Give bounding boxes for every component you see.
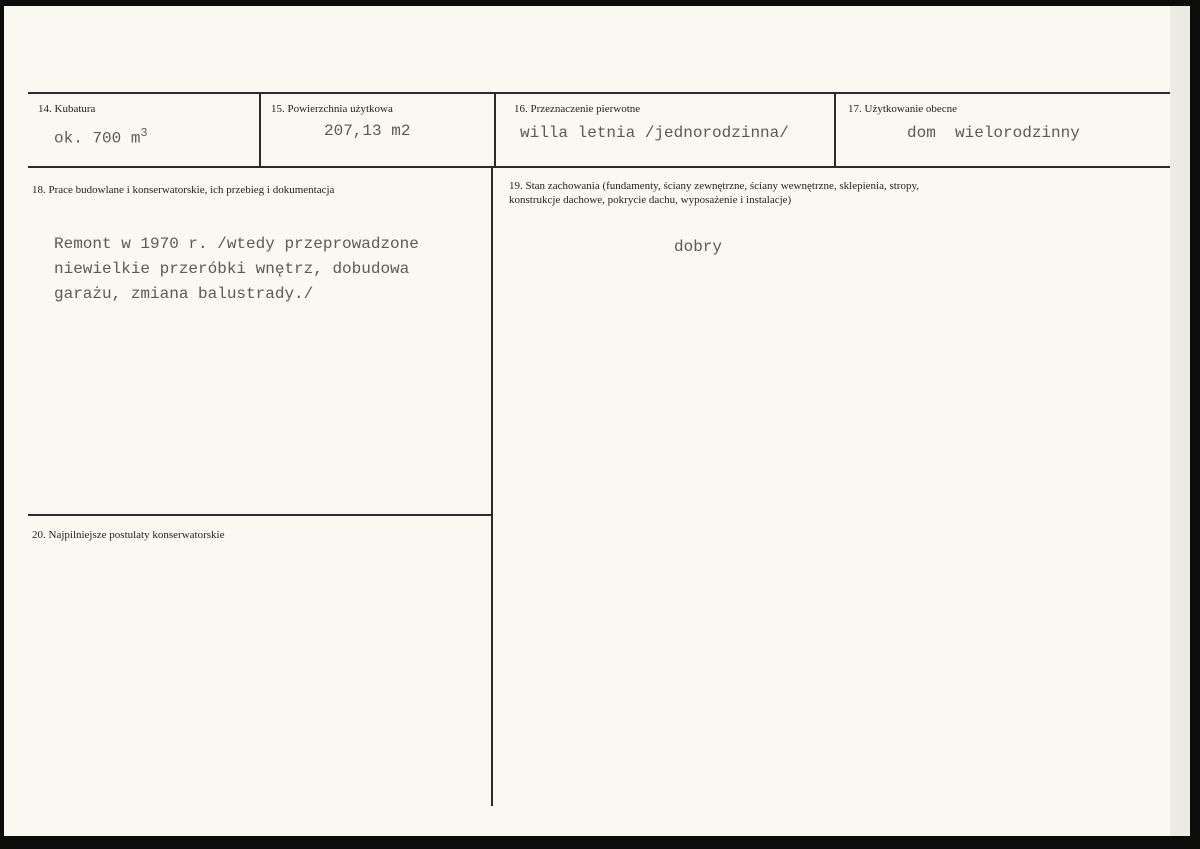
row1-bottom-rule xyxy=(28,166,1170,168)
top-rule xyxy=(28,92,1170,94)
divider-main xyxy=(491,166,493,806)
field-17-value: dom wielorodzinny xyxy=(907,124,1080,142)
inventory-card xyxy=(4,6,1170,836)
divider-15-16 xyxy=(494,92,496,168)
field-18-line-2: niewielkie przeróbki wnętrz, dobudowa xyxy=(54,260,410,278)
field-16-label: 16. Przeznaczenie pierwotne xyxy=(514,103,641,115)
field-14-label: 14. Kubatura xyxy=(38,103,96,115)
field-14-value xyxy=(54,126,148,147)
section-18-bottom-rule xyxy=(28,514,493,516)
divider-16-17 xyxy=(834,92,836,168)
card-edge-strip xyxy=(1170,6,1190,836)
field-15-label: 15. Powierzchnia użytkowa xyxy=(271,103,393,115)
field-14-value-text: ok. 700 m xyxy=(54,129,141,148)
field-18-line-3: garażu, zmiana balustrady./ xyxy=(54,285,314,303)
field-17-label: 17. Użytkowanie obecne xyxy=(848,103,958,115)
field-19-label-line-2: konstrukcje dachowe, pokrycie dachu, wyposażenie i instalacje) xyxy=(509,194,792,206)
field-20-label: 20. Najpilniejsze postulaty konserwatorskie xyxy=(32,529,225,541)
field-16-value: willa letnia /jednorodzinna/ xyxy=(520,124,789,142)
field-18-line-1: Remont w 1970 r. /wtedy przeprowadzone xyxy=(54,235,419,253)
field-19-value: dobry xyxy=(674,238,723,256)
field-15-value: 207,13 m2 xyxy=(324,122,411,140)
field-19-label-line-1: 19. Stan zachowania (fundamenty, ściany zewnętrzne, ściany wewnętrzne, sklepienia, stropy, xyxy=(509,180,920,192)
divider-14-15 xyxy=(259,92,261,168)
field-18-label: 18. Prace budowlane i konserwatorskie, ich przebieg i dokumentacja xyxy=(32,184,335,196)
field-14-value-exponent: 3 xyxy=(140,126,148,140)
